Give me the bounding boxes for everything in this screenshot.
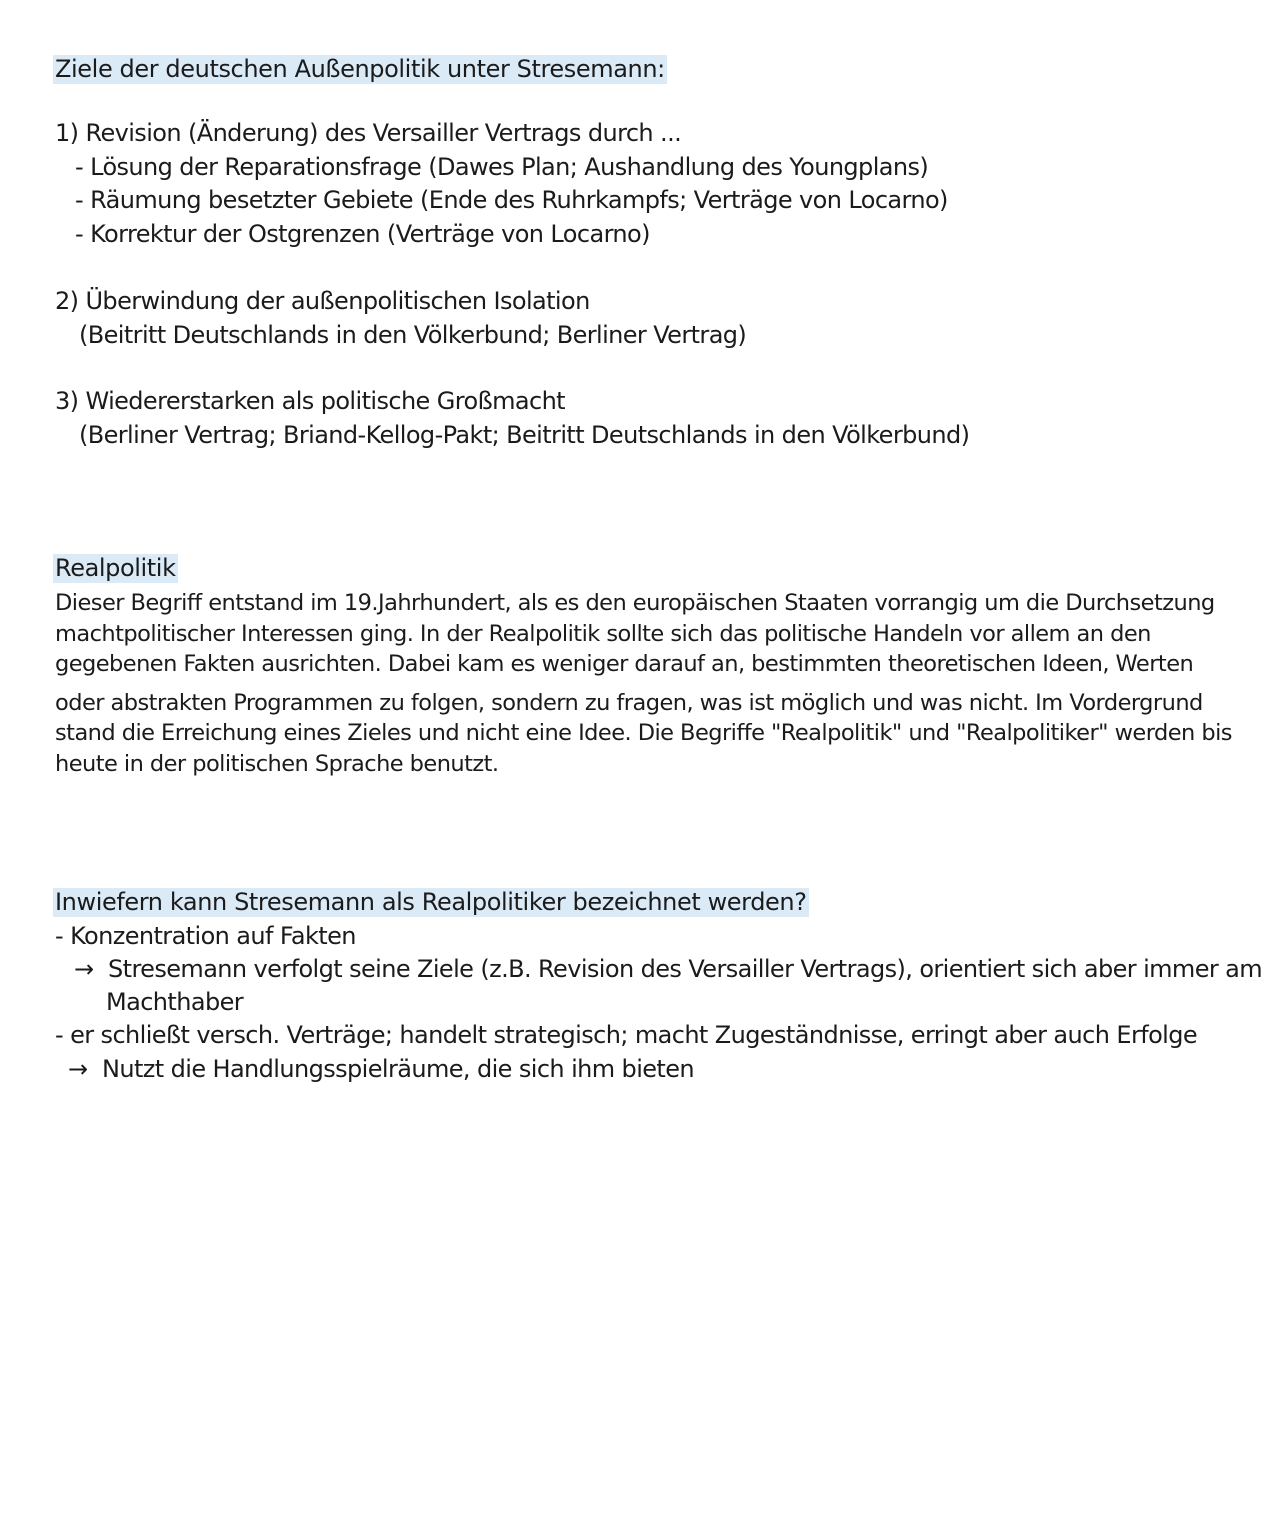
arrow-2-line	[68, 1054, 694, 1084]
arrow-1-line-1	[74, 954, 1262, 984]
goal-1-item-1: - Lösung der Reparationsfrage (Dawes Plan; Aushandlung des Youngplans)	[75, 153, 929, 181]
question-heading-text: Inwiefern kann Stresemann als Realpolitiker bezeichnet werden?	[55, 888, 807, 916]
realpolitik-paragraph	[55, 588, 1232, 779]
section-heading-goals	[53, 54, 667, 84]
goal-2-title: 2) Überwindung der außenpolitischen Isolation	[55, 287, 590, 315]
arrow-1-line-2: Machthaber	[106, 988, 244, 1016]
paragraph-line: oder abstrakten Programmen zu folgen, sondern zu fragen, was ist möglich und was nicht. Im Vordergrund	[55, 689, 1203, 716]
paragraph-line: machtpolitischer Interessen ging. In der Realpolitik sollte sich das politische Handeln vor allem an den	[55, 620, 1151, 647]
paragraph-line: stand die Erreichung eines Zieles und nicht eine Idee. Die Begriffe "Realpolitik" und "Realpolitiker" werden bis	[55, 720, 1232, 746]
point-1: - Konzentration auf Fakten	[55, 922, 356, 950]
paragraph-line: Dieser Begriff entstand im 19.Jahrhundert, als es den europäischen Staaten vorrangig um die Durchsetzung	[55, 590, 1215, 616]
paragraph-line: gegebenen Fakten ausrichten. Dabei kam es weniger darauf an, bestimmten theoretischen Ideen, Werten	[55, 651, 1194, 677]
goal-3-title: 3) Wiedererstarken als politische Großmacht	[55, 387, 565, 415]
paragraph-line: heute in der politischen Sprache benutzt.	[55, 750, 499, 777]
goal-1-title: 1) Revision (Änderung) des Versailler Vertrags durch ...	[55, 119, 682, 147]
section-heading-question	[53, 887, 809, 917]
arrow-right-icon: →	[68, 1055, 88, 1083]
realpolitik-heading-text: Realpolitik	[55, 554, 176, 582]
goals-heading-text: Ziele der deutschen Außenpolitik unter Stresemann:	[55, 55, 665, 83]
goal-2-detail: (Beitritt Deutschlands in den Völkerbund; Berliner Vertrag)	[79, 321, 747, 349]
arrow-2-text: Nutzt die Handlungsspielräume, die sich ihm bieten	[102, 1055, 695, 1083]
arrow-1-text: Stresemann verfolgt seine Ziele (z.B. Revision des Versailler Vertrags), orientiert sich aber immer am	[108, 955, 1262, 983]
goal-3-detail: (Berliner Vertrag; Briand-Kellog-Pakt; Beitritt Deutschlands in den Völkerbund)	[79, 421, 970, 449]
section-heading-realpolitik	[53, 553, 178, 583]
point-2: - er schließt versch. Verträge; handelt strategisch; macht Zugeständnisse, erringt aber auch Erfolge	[55, 1021, 1198, 1049]
arrow-right-icon: →	[74, 955, 94, 983]
goal-1-item-2: - Räumung besetzter Gebiete (Ende des Ruhrkampfs; Verträge von Locarno)	[75, 186, 948, 214]
goal-1-item-3: - Korrektur der Ostgrenzen (Verträge von Locarno)	[75, 220, 650, 248]
